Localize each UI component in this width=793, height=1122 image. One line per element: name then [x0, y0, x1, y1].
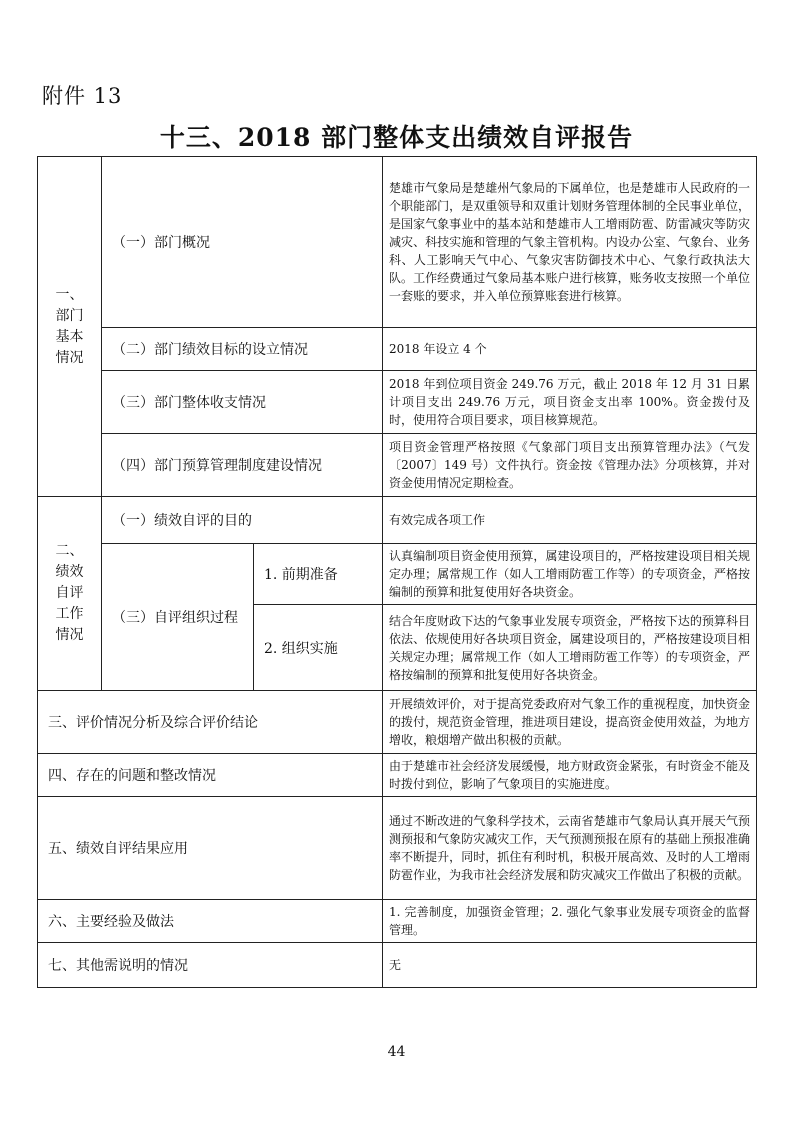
row-label: 六、主要经验及做法 [38, 900, 383, 943]
table-row [38, 544, 757, 605]
row-label: 四、存在的问题和整改情况 [38, 754, 383, 797]
row-content: 结合年度财政下达的气象事业发展专项资金，严格按下达的预算科目依法、依规使用好各块项目资金，属建设项目的，严格按建设项目相关规定办理；属常规工作（如人工增雨防雹工作等）的专项资金，严格按编制的预算和批复使用好各块资金。 [383, 605, 757, 691]
section-2-heading: 二、绩效自评工作情况 [38, 497, 102, 691]
table-row [38, 434, 757, 497]
row-content: 通过不断改进的气象科学技术，云南省楚雄市气象局认真开展天气预测预报和气象防灾减灾工作，天气预测预报在原有的基础上预报准确率不断提升，同时，抓住有利时机，积极开展高效、及时的人工增雨防雹作业，为我市社会经济发展和防灾减灾工作做出了积极的贡献。 [383, 797, 757, 900]
table-row [38, 497, 757, 544]
row-content: 1. 完善制度，加强资金管理；2. 强化气象事业发展专项资金的监督管理。 [383, 900, 757, 943]
table-row [38, 900, 757, 943]
row-content: 2018 年到位项目资金 249.76 万元，截止 2018 年 12 月 31 日累计项目支出 249.76 万元，项目资金支出率 100%。资金拨付及时，使用符合项目要求，项目核算规范。 [383, 371, 757, 434]
table-row [38, 328, 757, 371]
document-title: 十三、2018 部门整体支出绩效自评报告 [159, 123, 634, 152]
row-label: （三）部门整体收支情况 [102, 371, 383, 434]
table-row [38, 691, 757, 754]
row-content: 2018 年设立 4 个 [383, 328, 757, 371]
row-label: 七、其他需说明的情况 [38, 943, 383, 988]
row-content: 无 [383, 943, 757, 988]
row-content: 认真编制项目资金使用预算，属建设项目的，严格按建设项目相关规定办理；属常规工作（如人工增雨防雹工作等）的专项资金，严格按编制的预算和批复使用好各块资金。 [383, 544, 757, 605]
row-content: 有效完成各项工作 [383, 497, 757, 544]
row-content: 由于楚雄市社会经济发展缓慢，地方财政资金紧张，有时资金不能及时拨付到位，影响了气象项目的实施进度。 [383, 754, 757, 797]
row-label: （四）部门预算管理制度建设情况 [102, 434, 383, 497]
row-content: 楚雄市气象局是楚雄州气象局的下属单位，也是楚雄市人民政府的一个职能部门，是双重领导和双重计划财务管理体制的全民事业单位，是国家气象事业中的基本站和楚雄市人工增雨防雹、防雷减灾等防灾减灾、科技实施和管理的气象主管机构。内设办公室、气象台、业务科、人工影响天气中心、气象灾害防御技术中心、气象行政执法大队。工作经费通过气象局基本账户进行核算，账务收支按照一个单位一套账的要求，并入单位预算账套进行核算。 [383, 157, 757, 328]
table-row [38, 943, 757, 988]
row-label: （三）自评组织过程 [102, 544, 254, 691]
table-row [38, 157, 757, 328]
table-row [38, 797, 757, 900]
row-label: （二）部门绩效目标的设立情况 [102, 328, 383, 371]
attachment-label: 附件 13 [42, 84, 123, 108]
self-evaluation-table [37, 156, 757, 988]
row-content: 开展绩效评价，对于提高党委政府对气象工作的重视程度，加快资金的拨付，规范资金管理，推进项目建设，提高资金使用效益，为地方增收，粮烟增产做出积极的贡献。 [383, 691, 757, 754]
page-number: 44 [387, 1044, 406, 1060]
table-row [38, 371, 757, 434]
row-content: 项目资金管理严格按照《气象部门项目支出预算管理办法》（气发〔2007〕149 号）文件执行。资金按《管理办法》分项核算，并对资金使用情况定期检查。 [383, 434, 757, 497]
table-row [38, 754, 757, 797]
section-1-heading: 一、部门基本情况 [38, 157, 102, 497]
sub-row-label: 2. 组织实施 [254, 605, 383, 691]
sub-row-label: 1. 前期准备 [254, 544, 383, 605]
row-label: 三、评价情况分析及综合评价结论 [38, 691, 383, 754]
row-label: 五、绩效自评结果应用 [38, 797, 383, 900]
row-label: （一）绩效自评的目的 [102, 497, 383, 544]
row-label: （一）部门概况 [102, 157, 383, 328]
